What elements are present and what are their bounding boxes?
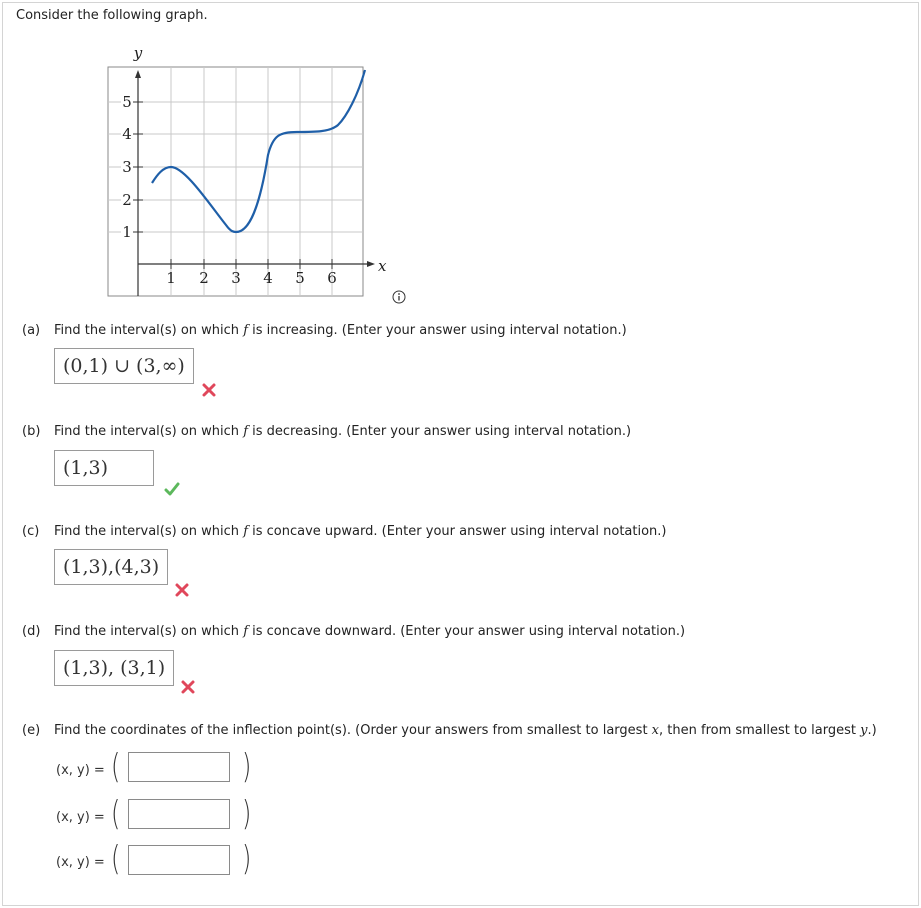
point-label: (x, y) = xyxy=(56,810,105,825)
function-graph xyxy=(105,40,405,300)
intro-text: Consider the following graph. xyxy=(16,8,208,23)
close-paren: ) xyxy=(241,839,252,879)
y-tick-4: 4 xyxy=(122,125,132,143)
question-e: (e) Find the coordinates of the inflection point(s). (Order your answers from smallest to largest x, then from smallest to largest y.) xyxy=(22,723,877,738)
x-tick-labels xyxy=(166,269,337,287)
inflection-point-input-1[interactable] xyxy=(128,752,230,782)
question-letter: (e) xyxy=(22,723,41,738)
x-axis-label: x xyxy=(378,257,387,275)
y-axis-label: y xyxy=(133,44,143,62)
x-tick-1: 1 xyxy=(166,269,176,287)
open-paren: ( xyxy=(110,839,121,879)
incorrect-x-icon xyxy=(180,679,196,695)
y-tick-5: 5 xyxy=(122,93,132,111)
function-curve xyxy=(152,70,365,232)
question-d: (d) Find the interval(s) on which f is concave downward. (Enter your answer using interval notation.) xyxy=(22,624,686,639)
inflection-point-input-2[interactable] xyxy=(128,799,230,829)
question-a: (a) Find the interval(s) on which f is increasing. (Enter your answer using interval notation.) xyxy=(22,323,627,338)
y-tick-3: 3 xyxy=(122,158,132,176)
x-tick-4: 4 xyxy=(263,269,273,287)
answer-b[interactable]: (1,3) xyxy=(54,450,154,486)
question-letter: (d) xyxy=(22,624,41,639)
close-paren: ) xyxy=(241,794,252,834)
y-tick-labels xyxy=(121,93,133,241)
question-b: (b) Find the interval(s) on which f is decreasing. (Enter your answer using interval notation.) xyxy=(22,424,632,439)
inflection-point-input-3[interactable] xyxy=(128,845,230,875)
point-label: (x, y) = xyxy=(56,763,105,778)
answer-d[interactable]: (1,3), (3,1) xyxy=(54,650,174,686)
axis-ticks xyxy=(133,102,332,269)
x-tick-2: 2 xyxy=(199,269,209,287)
close-paren: ) xyxy=(241,747,252,787)
point-label: (x, y) = xyxy=(56,855,105,870)
x-axis-arrow xyxy=(367,261,375,267)
x-tick-6: 6 xyxy=(327,269,337,287)
question-letter: (b) xyxy=(22,424,41,439)
y-tick-2: 2 xyxy=(122,191,132,209)
open-paren: ( xyxy=(110,794,121,834)
question-letter: (a) xyxy=(22,323,41,338)
correct-check-icon xyxy=(164,481,180,497)
x-tick-5: 5 xyxy=(295,269,305,287)
question-letter: (c) xyxy=(22,524,40,539)
y-tick-1: 1 xyxy=(122,223,132,241)
question-c: (c) Find the interval(s) on which f is concave upward. (Enter your answer using interval notation.) xyxy=(22,524,667,539)
answer-c[interactable]: (1,3),(4,3) xyxy=(54,549,168,585)
incorrect-x-icon xyxy=(174,582,190,598)
x-tick-3: 3 xyxy=(231,269,241,287)
answer-a[interactable]: (0,1) ∪ (3,∞) xyxy=(54,348,194,384)
info-icon[interactable] xyxy=(392,290,406,304)
open-paren: ( xyxy=(110,747,121,787)
incorrect-x-icon xyxy=(201,382,217,398)
y-axis-arrow xyxy=(135,70,141,78)
